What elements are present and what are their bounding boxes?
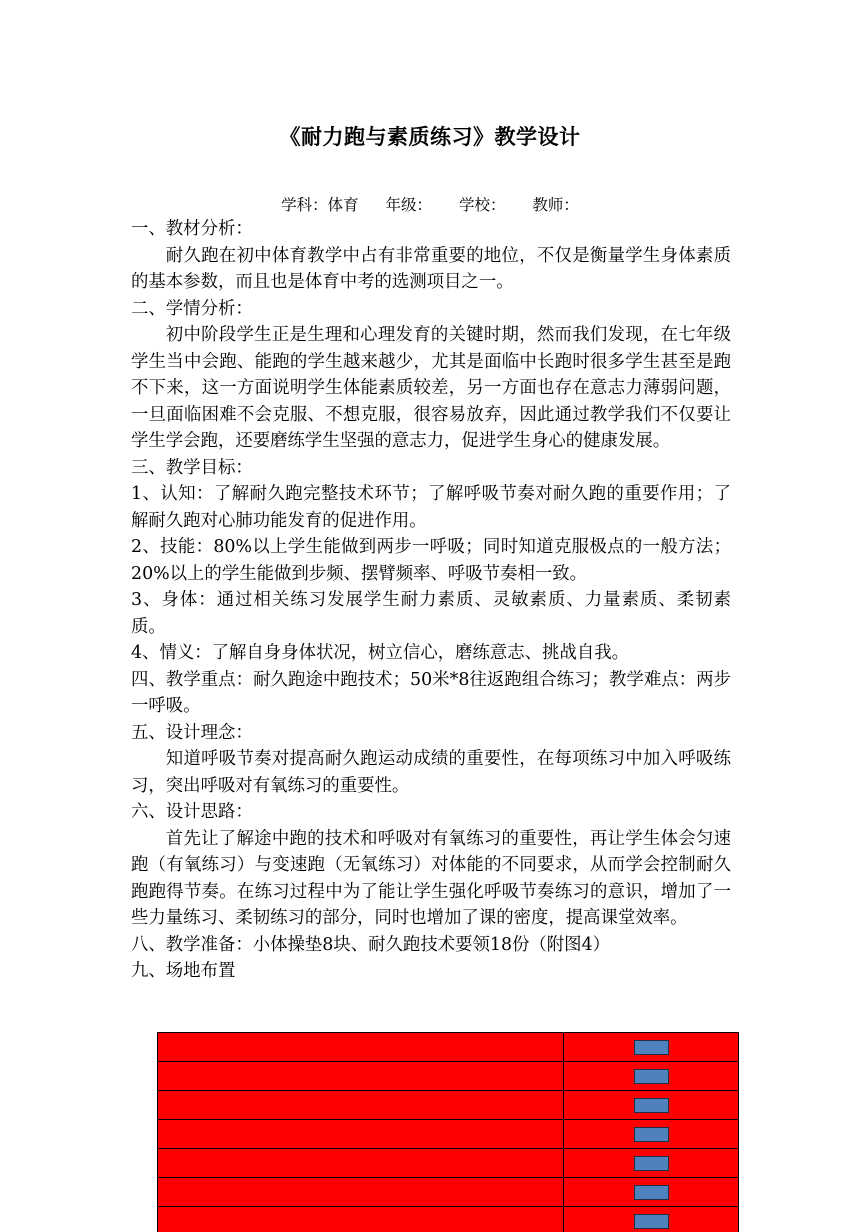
field-layout-diagram [157,1032,739,1232]
gym-mat [634,1156,669,1171]
field-row [158,1207,739,1232]
meta-teacher: 教师： [532,196,579,214]
field-row [158,1149,739,1178]
section-heading: 三、教学目标： [131,455,731,482]
paragraph: 首先让了解途中跑的技术和呼吸对有氧练习的重要性，再让学生体会匀速跑（有氧练习）与变速跑（无氧练习）对体能的不同要求，从而学会控制耐久跑跑得节奏。在练习过程中为了能让学生强化呼吸节奏练习的意识，增加了一些力量练习、柔韧练习的部分，同时也增加了课的密度，提高课堂效率。 [131,826,731,932]
document-meta [0,193,860,215]
section-heading: 六、设计思路： [131,799,731,826]
document-title: 《耐力跑与素质练习》教学设计 [0,121,860,151]
gym-mat [634,1069,669,1084]
objective-item: 1、认知：了解耐久跑完整技术环节；了解呼吸节奏对耐久跑的重要作用；了解耐久跑对心肺功能发育的促进作用。 [131,481,731,534]
gym-mat [634,1098,669,1113]
section-heading: 九、场地布置 [131,958,731,985]
objective-item: 2、技能：80%以上学生能做到两步一呼吸；同时知道克服极点的一般方法；20%以上的学生能做到步频、摆臂频率、呼吸节奏相一致。 [131,534,731,587]
mat-cell [564,1062,739,1091]
gym-mat [634,1127,669,1142]
running-lane [158,1033,564,1062]
paragraph: 耐久跑在初中体育教学中占有非常重要的地位，不仅是衡量学生身体素质的基本参数，而且也是体育中考的选测项目之一。 [131,243,731,296]
section-heading: 一、教材分析： [131,216,731,243]
field-row [158,1091,739,1120]
mat-cell [564,1033,739,1062]
running-lane [158,1062,564,1091]
section-heading: 八、教学准备：小体操垫8块、耐久跑技术要领18份（附图4） [131,932,731,959]
meta-grade: 年级： [386,196,433,214]
field-row [158,1120,739,1149]
running-lane [158,1207,564,1232]
paragraph: 初中阶段学生正是生理和心理发育的关键时期，然而我们发现，在七年级学生当中会跑、能跑的学生越来越少，尤其是面临中长跑时很多学生甚至是跑不下来，这一方面说明学生体能素质较差，另一方面也存在意志力薄弱问题，一旦面临困难不会克服、不想克服，很容易放弃，因此通过教学我们不仅要让学生学会跑，还要磨练学生坚强的意志力，促进学生身心的健康发展。 [131,322,731,455]
gym-mat [634,1185,669,1200]
section-heading: 四、教学重点：耐久跑途中跑技术；50米*8往返跑组合练习；教学难点：两步一呼吸。 [131,667,731,720]
running-lane [158,1149,564,1178]
mat-cell [564,1120,739,1149]
meta-subject: 学科：体育 [281,196,359,214]
objective-item: 4、情义：了解自身身体状况，树立信心，磨练意志、挑战自我。 [131,640,731,667]
document-body [131,216,731,985]
field-table [157,1032,739,1232]
field-row [158,1062,739,1091]
section-heading: 二、学情分析： [131,296,731,323]
running-lane [158,1178,564,1207]
mat-cell [564,1178,739,1207]
gym-mat [634,1214,669,1229]
running-lane [158,1120,564,1149]
meta-school: 学校： [459,196,506,214]
mat-cell [564,1149,739,1178]
gym-mat [634,1040,669,1055]
objective-item: 3、身体：通过相关练习发展学生耐力素质、灵敏素质、力量素质、柔韧素质。 [131,587,731,640]
running-lane [158,1091,564,1120]
field-row [158,1033,739,1062]
field-row [158,1178,739,1207]
section-heading: 五、设计理念： [131,720,731,747]
paragraph: 知道呼吸节奏对提高耐久跑运动成绩的重要性，在每项练习中加入呼吸练习，突出呼吸对有氧练习的重要性。 [131,746,731,799]
mat-cell [564,1207,739,1232]
mat-cell [564,1091,739,1120]
